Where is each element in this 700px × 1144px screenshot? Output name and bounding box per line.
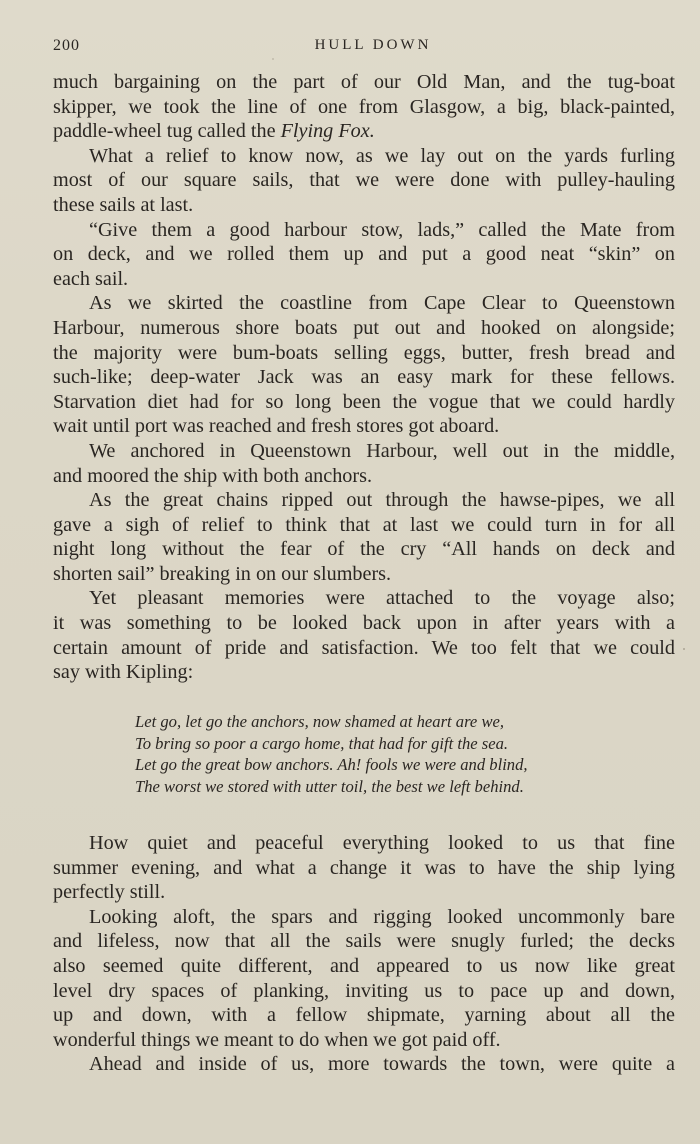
text-line: up and down, with a fellow shipmate, yarning about all the: [53, 1004, 675, 1027]
text-line: [53, 119, 675, 144]
text-line: these sails at last.: [53, 193, 194, 216]
text-line: As the great chains ripped out through the hawse-pipes, we all: [89, 489, 675, 512]
text-line: much bargaining on the part of our Old Man, and the tug-boat: [53, 71, 675, 93]
text-line: skipper, we took the line of one from Glasgow, a big, black-painted,: [53, 95, 675, 118]
text-line: Looking aloft, the spars and rigging looked uncommonly bare: [89, 905, 675, 928]
text-line: How quiet and peaceful everything looked to us that fine: [89, 832, 675, 854]
text-line: wait until port was reached and fresh stores got aboard.: [53, 415, 500, 438]
page-header: [53, 37, 673, 61]
verse-line: Let go the great bow anchors. Ah! fools we were and blind,: [135, 755, 528, 774]
text-line: gave a sigh of relief to think that at last we could turn in for all: [53, 513, 675, 536]
text-line: summer evening, and what a change it was to have the ship lying: [53, 856, 675, 879]
verse-quotation: [135, 711, 635, 797]
text-line: on deck, and we rolled them up and put a good neat “skin” on: [53, 243, 675, 266]
text-line: As we skirted the coastline from Cape Clear to Queenstown: [89, 292, 675, 315]
text-line: it was something to be looked back upon in after years with a: [53, 612, 675, 635]
text-line: “Give them a good harbour stow, lads,” called the Mate from: [89, 218, 675, 241]
text-line: wonderful things we meant to do when we got paid off.: [53, 1028, 501, 1051]
text-line: What a relief to know now, as we lay out on the yards furling: [89, 144, 675, 167]
ship-name-italic: Flying Fox.: [280, 120, 375, 143]
page-number: 200: [53, 37, 80, 54]
verse-line: The worst we stored with utter toil, the best we left behind.: [135, 776, 524, 796]
text-line: certain amount of pride and satisfaction. We too felt that we could: [53, 636, 675, 659]
paper-speck: [683, 648, 685, 650]
verse-line: Let go, let go the anchors, now shamed at heart are we,: [135, 712, 505, 731]
text-segment: paddle-wheel tug called the: [53, 120, 281, 143]
text-line: Starvation diet had for so long been the vogue that we could hardly: [53, 390, 675, 413]
text-line: and lifeless, now that all the sails were snugly furled; the decks: [53, 930, 675, 953]
text-line: night long without the fear of the cry “All hands on deck and: [53, 538, 675, 561]
verse-line: To bring so poor a cargo home, that had for gift the sea.: [135, 733, 509, 753]
text-line: such-like; deep-water Jack was an easy mark for these fellows.: [53, 366, 675, 389]
text-line: the majority were bum-boats selling eggs, butter, fresh bread and: [53, 341, 675, 364]
paper-speck: [272, 58, 274, 60]
text-line: shorten sail” breaking in on our slumbers.: [53, 562, 392, 585]
text-line: level dry spaces of planking, inviting us to pace up and down,: [53, 979, 675, 1002]
text-line: each sail.: [53, 267, 129, 290]
text-line: most of our square sails, that we were done with pulley-hauling: [53, 169, 675, 192]
text-line: We anchored in Queenstown Harbour, well out in the middle,: [89, 439, 675, 462]
text-line: perfectly still.: [53, 881, 166, 904]
text-line: say with Kipling:: [53, 661, 194, 684]
text-line: also seemed quite different, and appeared to us now like great: [53, 954, 675, 977]
body-text-top: [53, 70, 675, 685]
text-line: Ahead and inside of us, more towards the town, were quite a: [89, 1053, 675, 1076]
text-line: Harbour, numerous shore boats put out and hooked on alongside;: [53, 316, 675, 339]
text-line: and moored the ship with both anchors.: [53, 464, 373, 487]
text-line: Yet pleasant memories were attached to the voyage also;: [89, 587, 675, 610]
body-text-bottom: [53, 831, 675, 1077]
running-head: HULL DOWN: [314, 37, 432, 53]
